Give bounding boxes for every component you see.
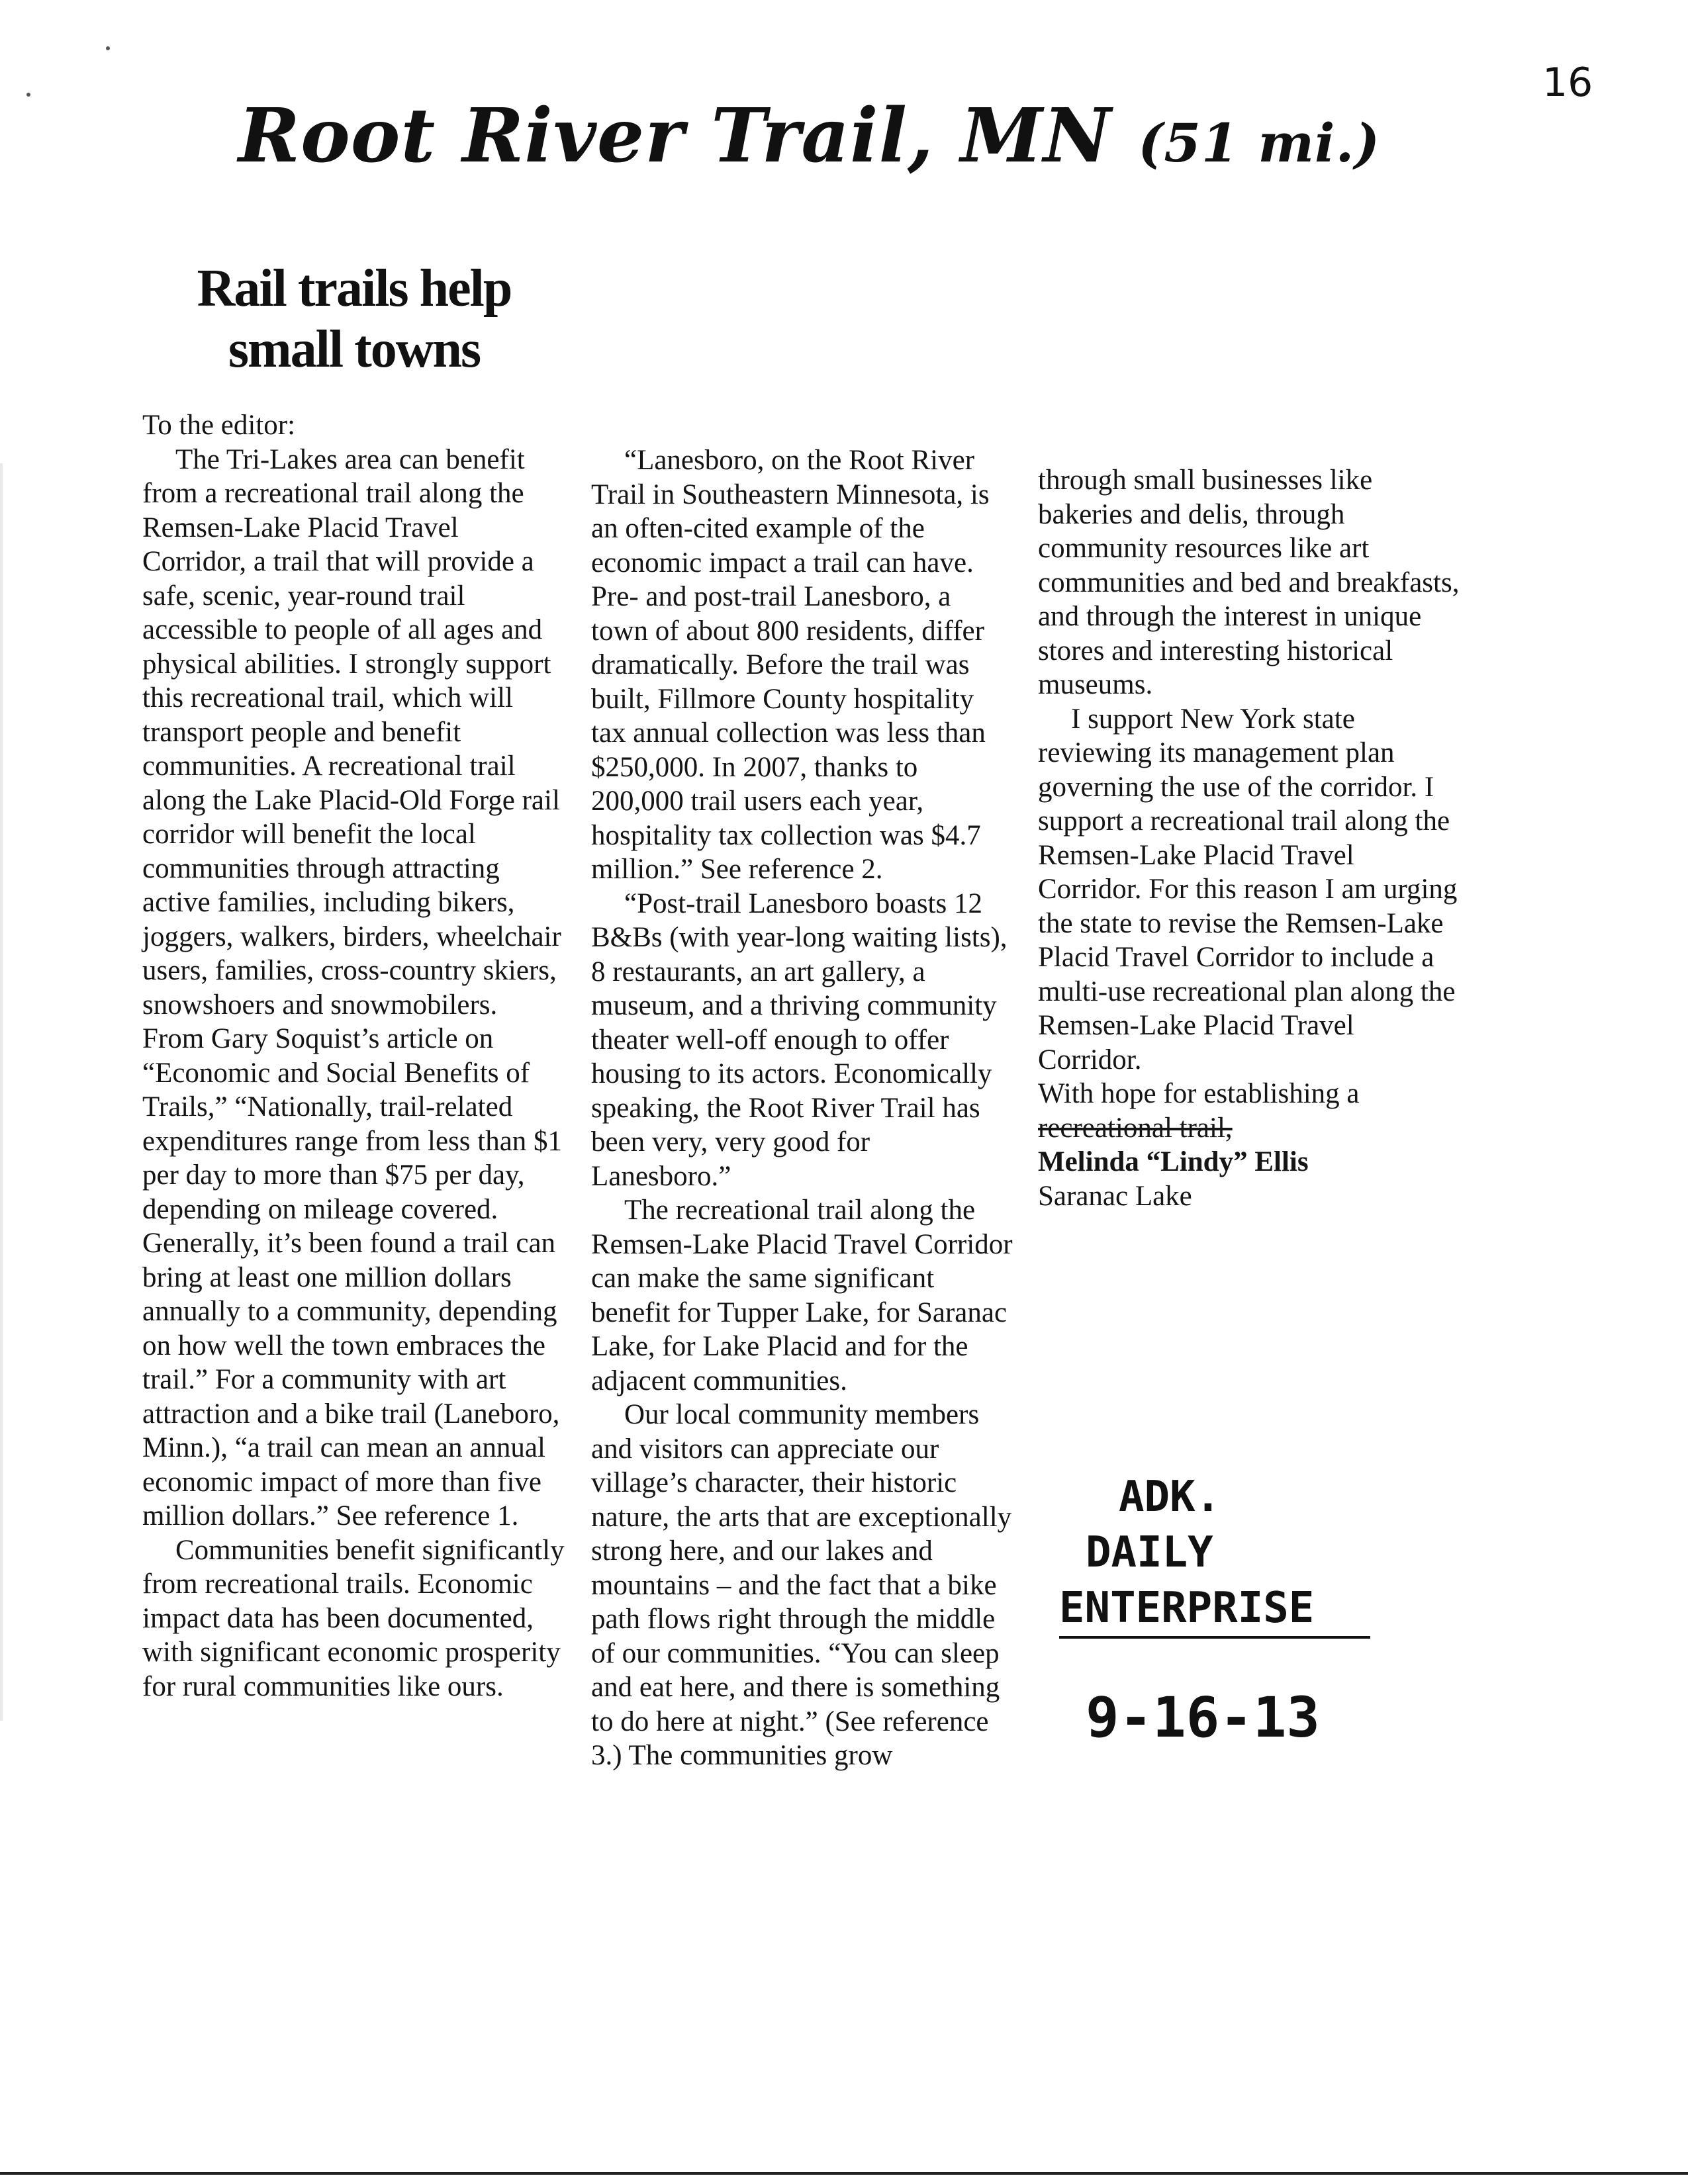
- handwritten-annotation: [1059, 1469, 1470, 1750]
- headline-distance: (51 mi.): [1138, 112, 1381, 174]
- paragraph: Communities benefit significantly from recreational trails. Economic impact data has been documented, with significant economic prosperity for rural communities like ours.: [142, 1534, 565, 1702]
- paragraph: “Post-trail Lanesboro boasts 12 B&Bs (with year-long waiting lists), 8 restaurants, an art gallery, a museum, and a thriving community theater well-off enough to offer housing to its actors. Economically speaking, the Root River Trail has been very, very good for Lanesboro.”: [591, 887, 1008, 1192]
- headline: [238, 93, 1496, 179]
- article-column-1: [142, 408, 566, 1704]
- letter-title-line1: Rail trails help: [197, 259, 512, 318]
- annotation-line1: ADK.: [1119, 1473, 1221, 1522]
- paragraph: Our local community members and visitors can appreciate our village’s character, their historic nature, the arts that are exceptionally strong here, and our lakes and mountains – and the fact that a bike path flows right through the middle of our communities. “You can sleep and eat here, and there is something to do here at night.” (See reference 3.) The communities grow: [591, 1399, 1012, 1771]
- page-number: 16: [1542, 60, 1593, 106]
- paragraph: “Lanesboro, on the Root River Trail in Southeastern Minnesota, is an often-cited example of the economic impact a trail can have. Pre- and post-trail Lanesboro, a town of about 800 residents, differ dramatically. Before the trail was built, Fillmore County hospitality tax annual collection was less than $250,000. In 2007, thanks to 200,000 trail users each year, hospitality tax collection was $4.7 million.” See reference 2.: [591, 445, 990, 885]
- paragraph: through small businesses like bakeries and delis, through community resources like art communities and bed and breakfasts, and through the interest in unique stores and interesting historical museums.: [1038, 465, 1460, 700]
- struck-text: recreational trail,: [1038, 1112, 1233, 1144]
- scan-speck: [106, 46, 110, 50]
- paragraph: I support New York state reviewing its management plan governing the use of the corridor. I support a recreational trail along the Remsen-Lake Placid Travel Corridor. For this reason I am urging the state to revise the Remsen-Lake Placid Travel Corridor to include a multi-use recreational plan along the Remsen-Lake Placid Travel Corridor.: [1038, 703, 1458, 1075]
- letter-title-line2: small towns: [228, 320, 481, 379]
- scan-speck: [26, 93, 30, 97]
- letter-title: [169, 258, 539, 380]
- signer-town: Saranac Lake: [1038, 1180, 1192, 1212]
- paragraph: The recreational trail along the Remsen-Lake Placid Travel Corridor can make the same significant benefit for Tupper Lake, for Saranac Lake, for Lake Placid and for the adjacent communities.: [591, 1195, 1013, 1396]
- article-column-3: [1038, 463, 1462, 1213]
- signer-name: Melinda “Lindy” Ellis: [1038, 1146, 1309, 1177]
- scan-edge: [0, 463, 3, 1721]
- salutation: To the editor:: [142, 410, 296, 441]
- annotation-date: 9-16-13: [1086, 1685, 1321, 1750]
- article-column-2: [591, 443, 1015, 1773]
- bottom-border: [0, 2172, 1688, 2175]
- paragraph: The Tri-Lakes area can benefit from a recreational trail along the Remsen-Lake Placid Travel Corridor, a trail that will provide a safe, scenic, year-round trail accessible to people of all ages and physical abilities. I strongly support this recreational trail, which will transport people and benefit communities. A recreational trail along the Lake Placid-Old Forge rail corridor will benefit the local communities through attracting active families, including bikers, joggers, walkers, birders, wheelchair users, families, cross-country skiers, snowshoers and snowmobilers. From Gary Soquist’s article on “Economic and Social Benefits of Trails,” “Nationally, trail-related expenditures range from less than $1 per day to more than $75 per day, depending on mileage covered. Generally, it’s been found a trail can bring at least one million dollars annually to a community, depending on how well the town embraces the trail.” For a community with art attraction and a bike trail (Laneboro, Minn.), “a trail can mean an annual economic impact of more than five million dollars.” See reference 1.: [142, 443, 563, 1531]
- annotation-line2: DAILY: [1086, 1528, 1213, 1577]
- headline-main: Root River Trail, MN: [238, 93, 1112, 179]
- paragraph: With hope for establishing a: [1038, 1078, 1360, 1109]
- annotation-line3: ENTERPRISE: [1059, 1580, 1370, 1639]
